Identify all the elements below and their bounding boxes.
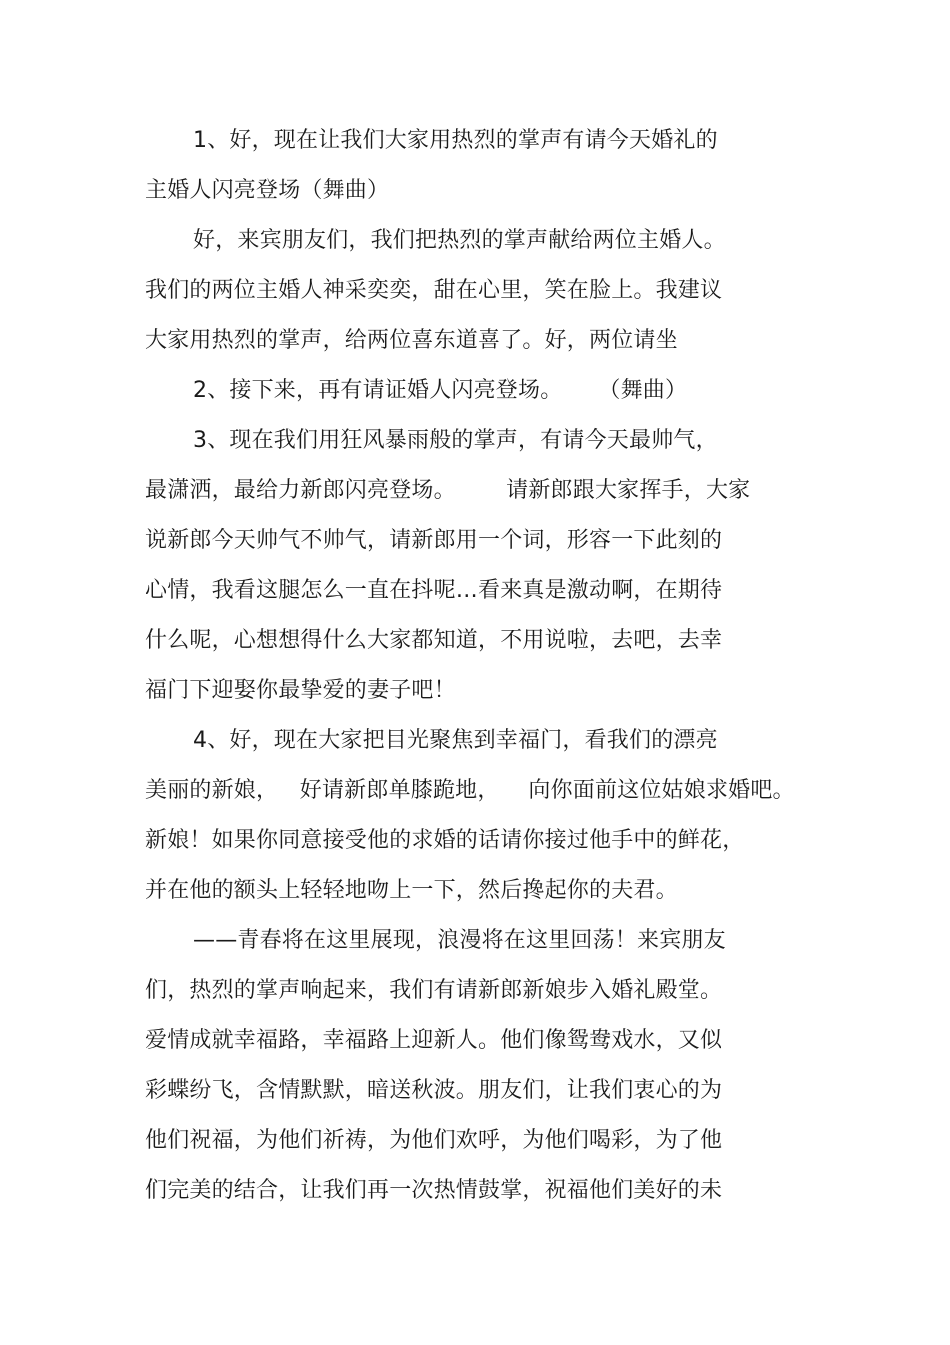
paragraph-line: 4、好，现在大家把目光聚焦到幸福门，看我们的漂亮 xyxy=(193,728,718,753)
paragraph-line: 美丽的新娘， 好请新郎单膝跪地， 向你面前这位姑娘求婚吧。 xyxy=(145,778,795,803)
paragraph-line: 彩蝶纷飞，含情默默，暗送秋波。朋友们，让我们衷心的为 xyxy=(145,1078,723,1103)
paragraph-line: ——青春将在这里展现，浪漫将在这里回荡！来宾朋友 xyxy=(193,928,726,953)
paragraph-line: 并在他的额头上轻轻地吻上一下，然后搀起你的夫君。 xyxy=(145,878,678,903)
paragraph-line: 福门下迎娶你最挚爱的妻子吧！ xyxy=(145,678,456,703)
paragraph-line: 3、现在我们用狂风暴雨般的掌声，有请今天最帅气， xyxy=(193,428,718,453)
paragraph-line: 爱情成就幸福路，幸福路上迎新人。他们像鸳鸯戏水，又似 xyxy=(145,1028,723,1053)
paragraph-line: 们完美的结合，让我们再一次热情鼓掌，祝福他们美好的未 xyxy=(145,1178,723,1203)
paragraph-line: 他们祝福，为他们祈祷，为他们欢呼，为他们喝彩，为了他 xyxy=(145,1128,723,1153)
paragraph-line: 2、接下来，再有请证婚人闪亮登场。 （舞曲） xyxy=(193,378,688,403)
paragraph-line: 什么呢，心想想得什么大家都知道，不用说啦，去吧，去幸 xyxy=(145,628,723,653)
paragraph-line: 说新郎今天帅气不帅气，请新郎用一个词，形容一下此刻的 xyxy=(145,528,723,553)
paragraph-line: 心情，我看这腿怎么一直在抖呢…看来真是激动啊，在期待 xyxy=(145,578,723,603)
paragraph-line: 主婚人闪亮登场（舞曲） xyxy=(145,178,390,203)
paragraph-line: 最潇洒，最给力新郎闪亮登场。 请新郎跟大家挥手，大家 xyxy=(145,478,751,503)
paragraph-line: 我们的两位主婚人神采奕奕，甜在心里，笑在脸上。我建议 xyxy=(145,278,723,303)
paragraph-line: 1、好，现在让我们大家用热烈的掌声有请今天婚礼的 xyxy=(193,128,718,153)
paragraph-line: 新娘！如果你同意接受他的求婚的话请你接过他手中的鲜花， xyxy=(145,828,745,853)
paragraph-line: 们，热烈的掌声响起来，我们有请新郎新娘步入婚礼殿堂。 xyxy=(145,978,723,1003)
paragraph-line: 大家用热烈的掌声，给两位喜东道喜了。好，两位请坐 xyxy=(145,328,678,353)
paragraph-line: 好，来宾朋友们，我们把热烈的掌声献给两位主婚人。 xyxy=(193,228,726,253)
